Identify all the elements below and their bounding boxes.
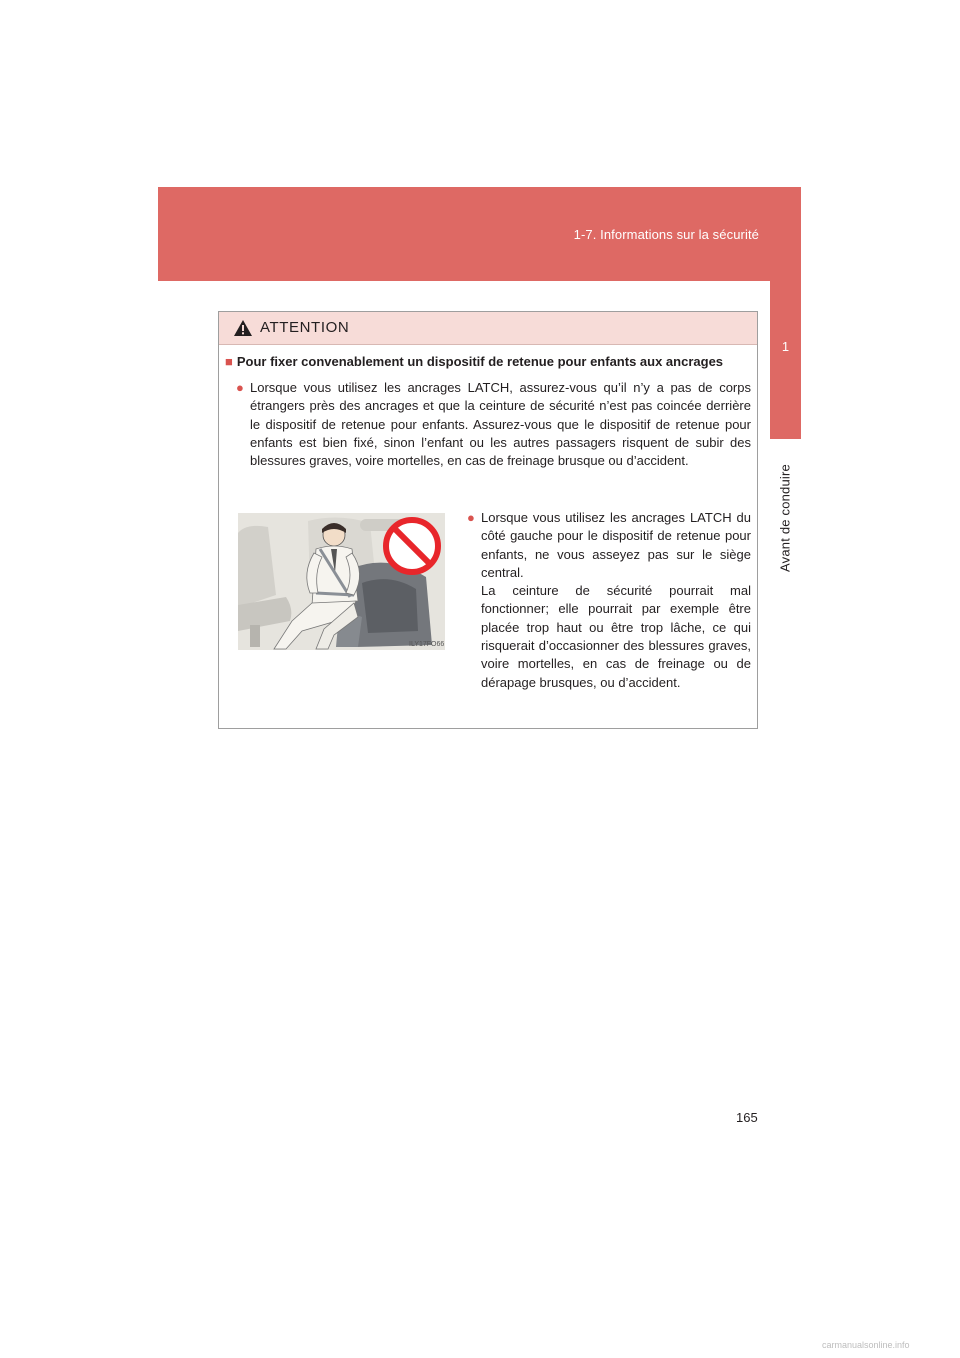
chapter-number: 1 <box>781 339 790 354</box>
attention-title: ATTENTION <box>260 319 350 336</box>
subheading-text: Pour fixer convenablement un dispositif de retenue pour enfants aux ancrages <box>236 354 724 369</box>
header-band <box>158 187 801 281</box>
page-number: 165 <box>736 1110 758 1125</box>
bullet-item-1 <box>236 379 751 470</box>
attention-subheading <box>225 354 723 369</box>
square-bullet-icon: ■ <box>225 354 233 369</box>
bullet-2-text-line2: La ceinture de sécurité pourrait mal fonctionner; elle pourrait par exemple être placée trop haut ou être trop lâche, ce qui risquerait d’occasionner des blessures graves, voire mortelles, en cas de freinage ou de dérapage brusques, ou d’accident. <box>481 583 751 690</box>
child-seat-illustration <box>238 513 445 650</box>
bullet-2-text-line1: Lorsque vous utilisez les ancrages LATCH du côté gauche pour le dispositif de retenue pour enfants, ne vous asseyez pas sur le siège central. <box>481 510 751 580</box>
bullet-item-2 <box>467 509 751 692</box>
round-bullet-icon: ● <box>236 380 244 395</box>
bullet-1-text: Lorsque vous utilisez les ancrages LATCH, assurez-vous qu’il n’y a pas de corps étrangers près des ancrages et que la ceinture de sécurité n’est pas coincée derrière le dispositif de retenue pour enfants. Assurez-vous que le dispositif de retenue pour enfants est bien fixé, sinon l’enfant ou les autres passagers risquent de subir des blessures graves, voire mortelles, en cas de freinage brusque ou d’accident. <box>250 380 751 469</box>
warning-triangle-icon <box>233 319 253 337</box>
illustration-code: ILY17FO66 <box>409 641 445 648</box>
chapter-tab <box>770 281 801 439</box>
attention-box <box>218 311 758 729</box>
chapter-label: Avant de conduire <box>777 464 793 572</box>
attention-header <box>219 312 757 345</box>
watermark: carmanualsonline.info <box>822 1340 910 1350</box>
section-title: 1-7. Informations sur la sécurité <box>573 227 759 242</box>
round-bullet-icon: ● <box>467 510 475 525</box>
